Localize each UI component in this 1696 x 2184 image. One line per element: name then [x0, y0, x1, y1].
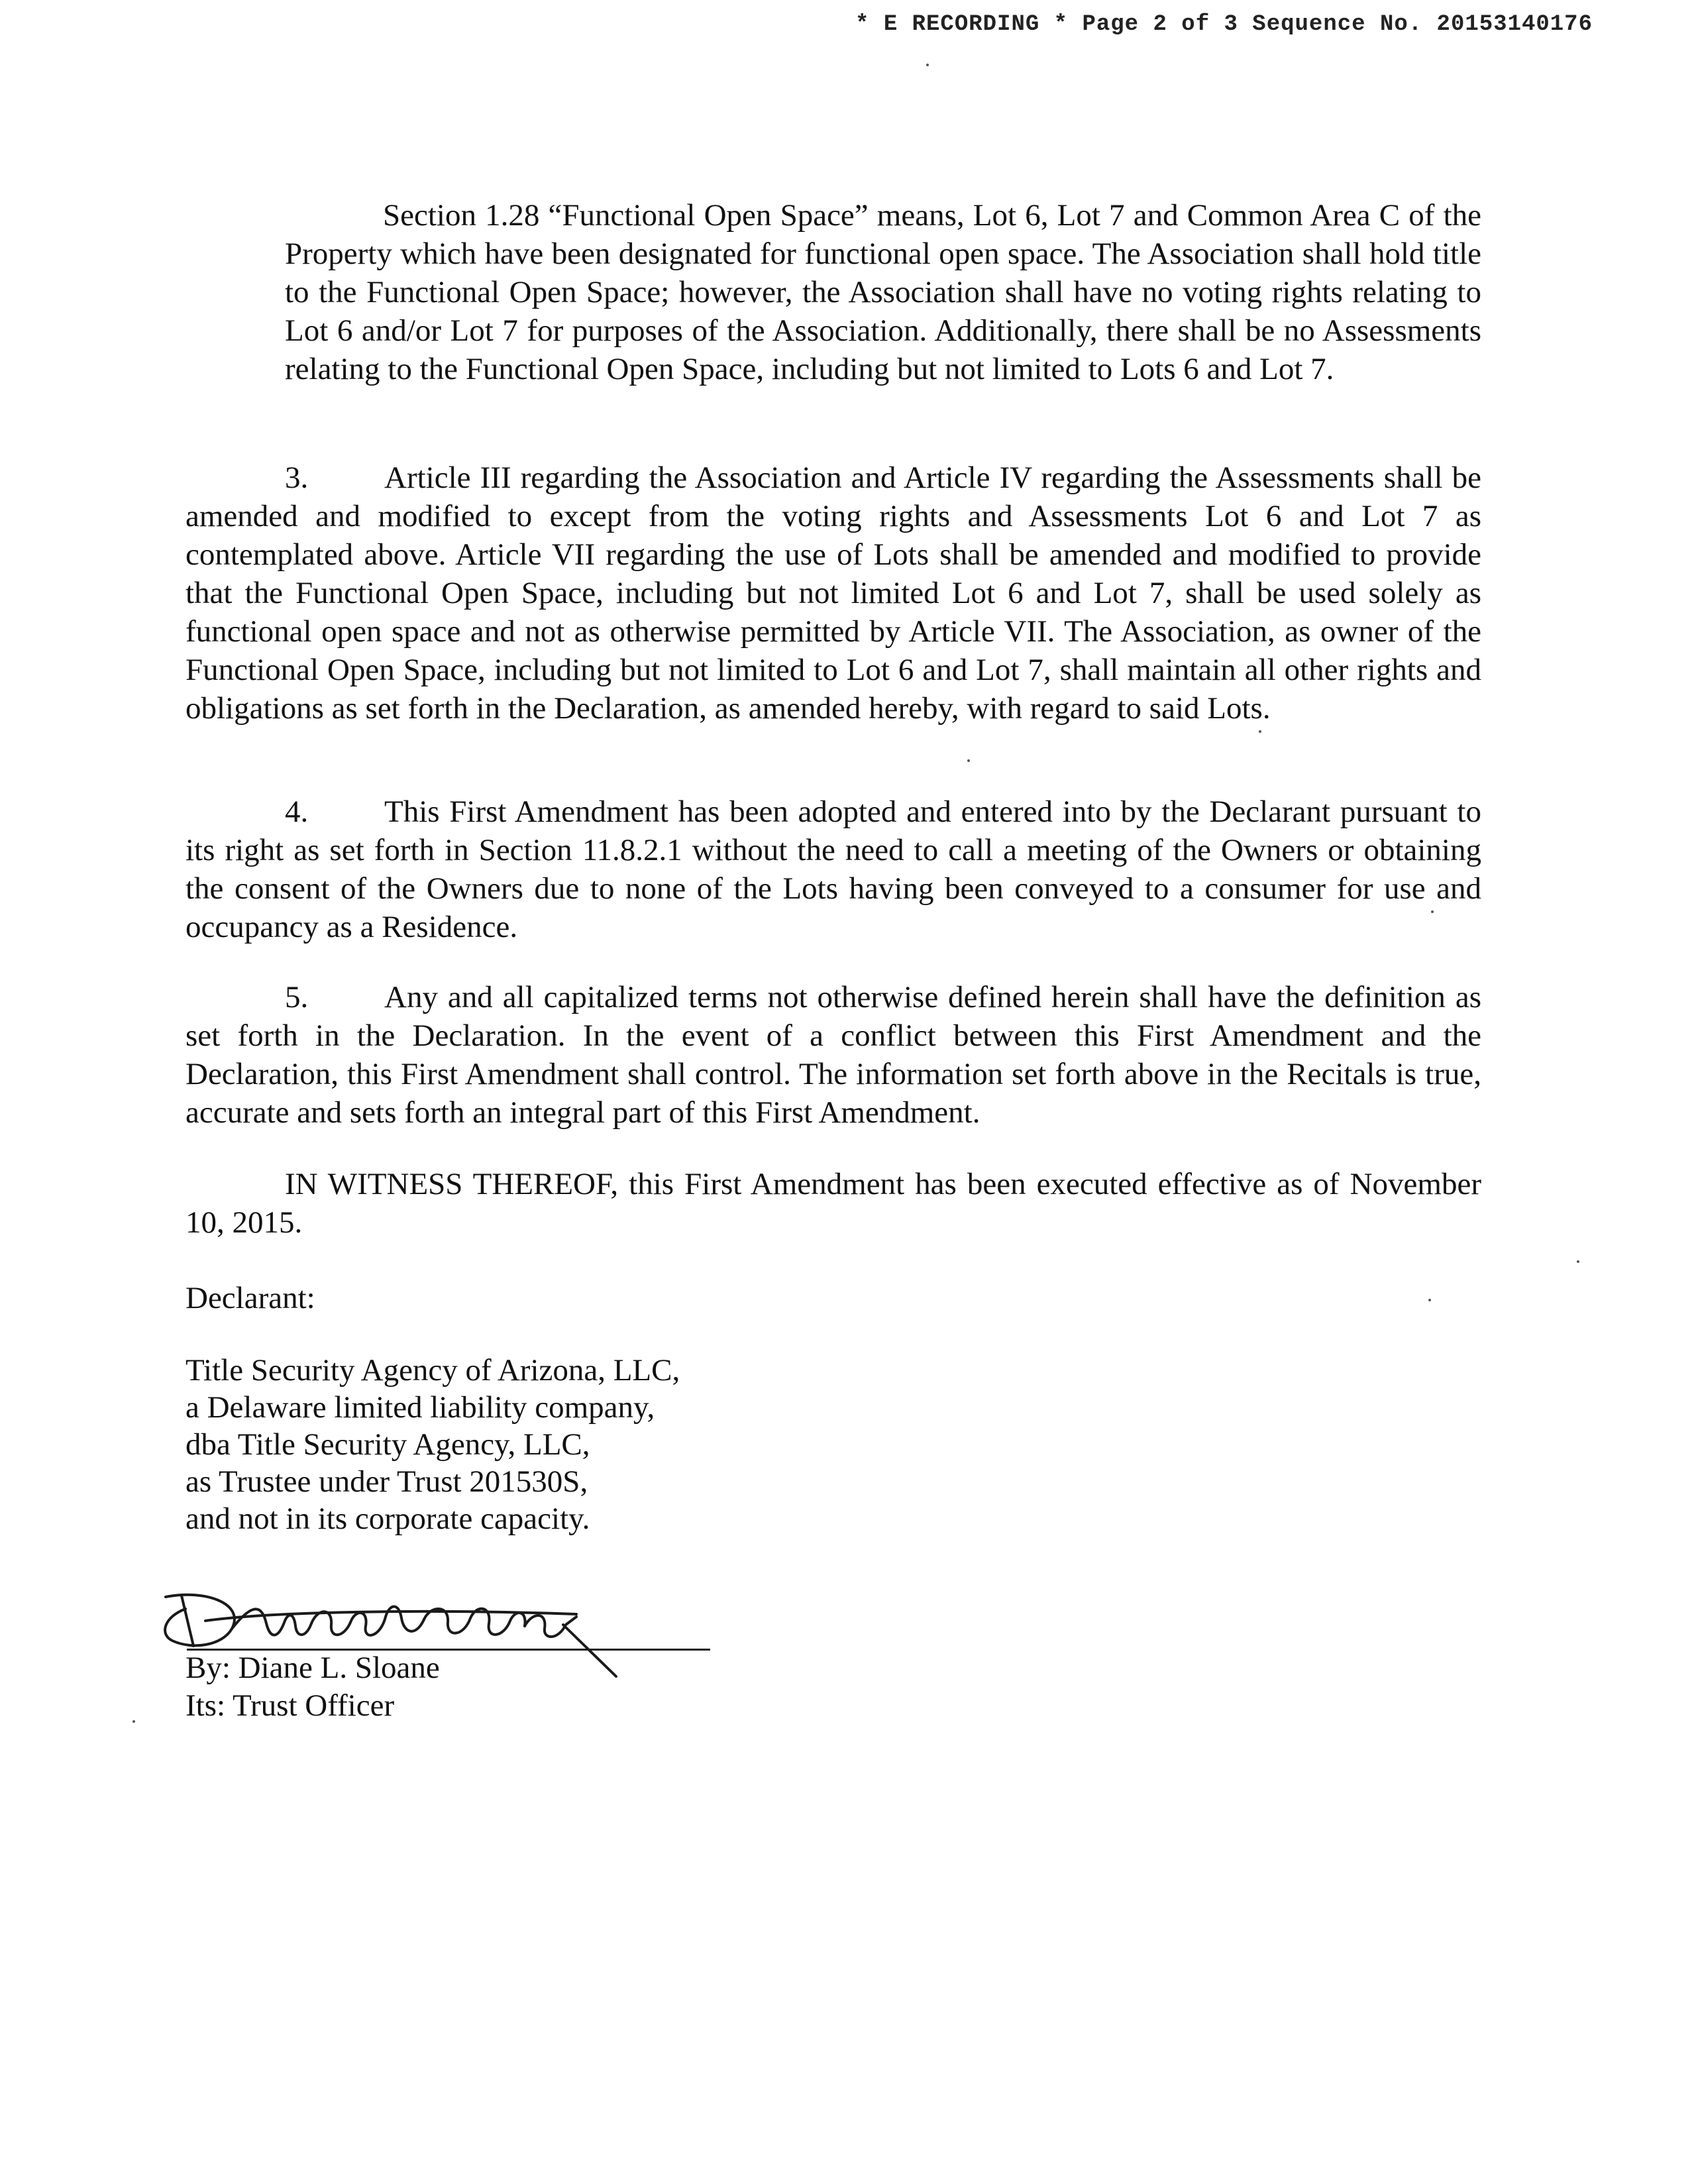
declarant-line: and not in its corporate capacity. — [186, 1502, 590, 1536]
recording-header: * E RECORDING * Page 2 of 3 Sequence No. 20153140176 — [855, 12, 1593, 37]
scan-speck — [967, 759, 970, 762]
scan-speck — [1431, 910, 1434, 913]
paragraph-text: This First Amendment has been adopted and entered into by the Declarant pursuant to its right as set forth in Section 11.8.2.1 without the need to call a meeting of the Owners or obtaining the consent of the Owners due to none of the Lots having been conveyed to a consumer for use and occupancy as a Residence. — [186, 794, 1481, 944]
declarant-block — [186, 1352, 680, 1537]
scan-speck — [132, 1720, 135, 1723]
scan-speck — [926, 64, 929, 66]
declarant-line: as Trustee under Trust 201530S, — [186, 1464, 588, 1499]
section-1-28 — [285, 196, 1481, 388]
paragraph-5 — [186, 978, 1481, 1132]
declarant-line: dba Title Security Agency, LLC, — [186, 1427, 590, 1462]
paragraph-4 — [186, 792, 1481, 946]
section-1-28-text: Section 1.28 “Functional Open Space” means, Lot 6, Lot 7 and Common Area C of the Property which have been designated for functional open space. The Association shall hold title to the Functional Open Space; however, the Association shall have no voting rights relating to Lot 6 and/or Lot 7 for purposes of the Association. Additionally, there shall be no Assessments relating to the Functional Open Space, including but not limited to Lots 6 and Lot 7. — [285, 198, 1481, 386]
signer-name: By: Diane L. Sloane — [186, 1651, 440, 1685]
paragraph-text: Any and all capitalized terms not otherwise defined herein shall have the definition as set forth in the Declaration. In the event of a conflict between this First Amendment and the Declaration, this First Amendment shall control. The information set forth above in the Recitals is true, accurate and sets forth an integral part of this First Amendment. — [186, 980, 1481, 1130]
declarant-line: Title Security Agency of Arizona, LLC, — [186, 1353, 680, 1388]
paragraph-number: 4. — [285, 794, 309, 829]
declarant-label: Declarant: — [186, 1281, 315, 1315]
witness-clause — [186, 1165, 1481, 1242]
scan-speck — [1259, 730, 1261, 733]
paragraph-text: Article III regarding the Association and Article IV regarding the Assessments shall be amended and modified to except from the voting rights and Assessments Lot 6 and Lot 7 as contemplated above. Article VII regarding the use of Lots shall be amended and modified to provide that the Functional Open Space, including but not limited Lot 6 and Lot 7, shall be used solely as functional open space and not as otherwise permitted by Article VII. The Association, as owner of the Functional Open Space, including but not limited to Lot 6 and Lot 7, shall maintain all other rights and obligations as set forth in the Declaration, as amended hereby, with regard to said Lots. — [186, 461, 1481, 726]
scan-speck — [1428, 1299, 1431, 1301]
scan-speck — [1577, 1260, 1579, 1263]
paragraph-number: 3. — [285, 461, 309, 495]
declarant-line: a Delaware limited liability company, — [186, 1390, 655, 1425]
signer-title: Its: Trust Officer — [186, 1688, 395, 1723]
paragraph-3 — [186, 459, 1481, 728]
witness-text: IN WITNESS THEREOF, this First Amendment has been executed effective as of November 10, 2015. — [186, 1167, 1481, 1240]
paragraph-number: 5. — [285, 980, 309, 1014]
